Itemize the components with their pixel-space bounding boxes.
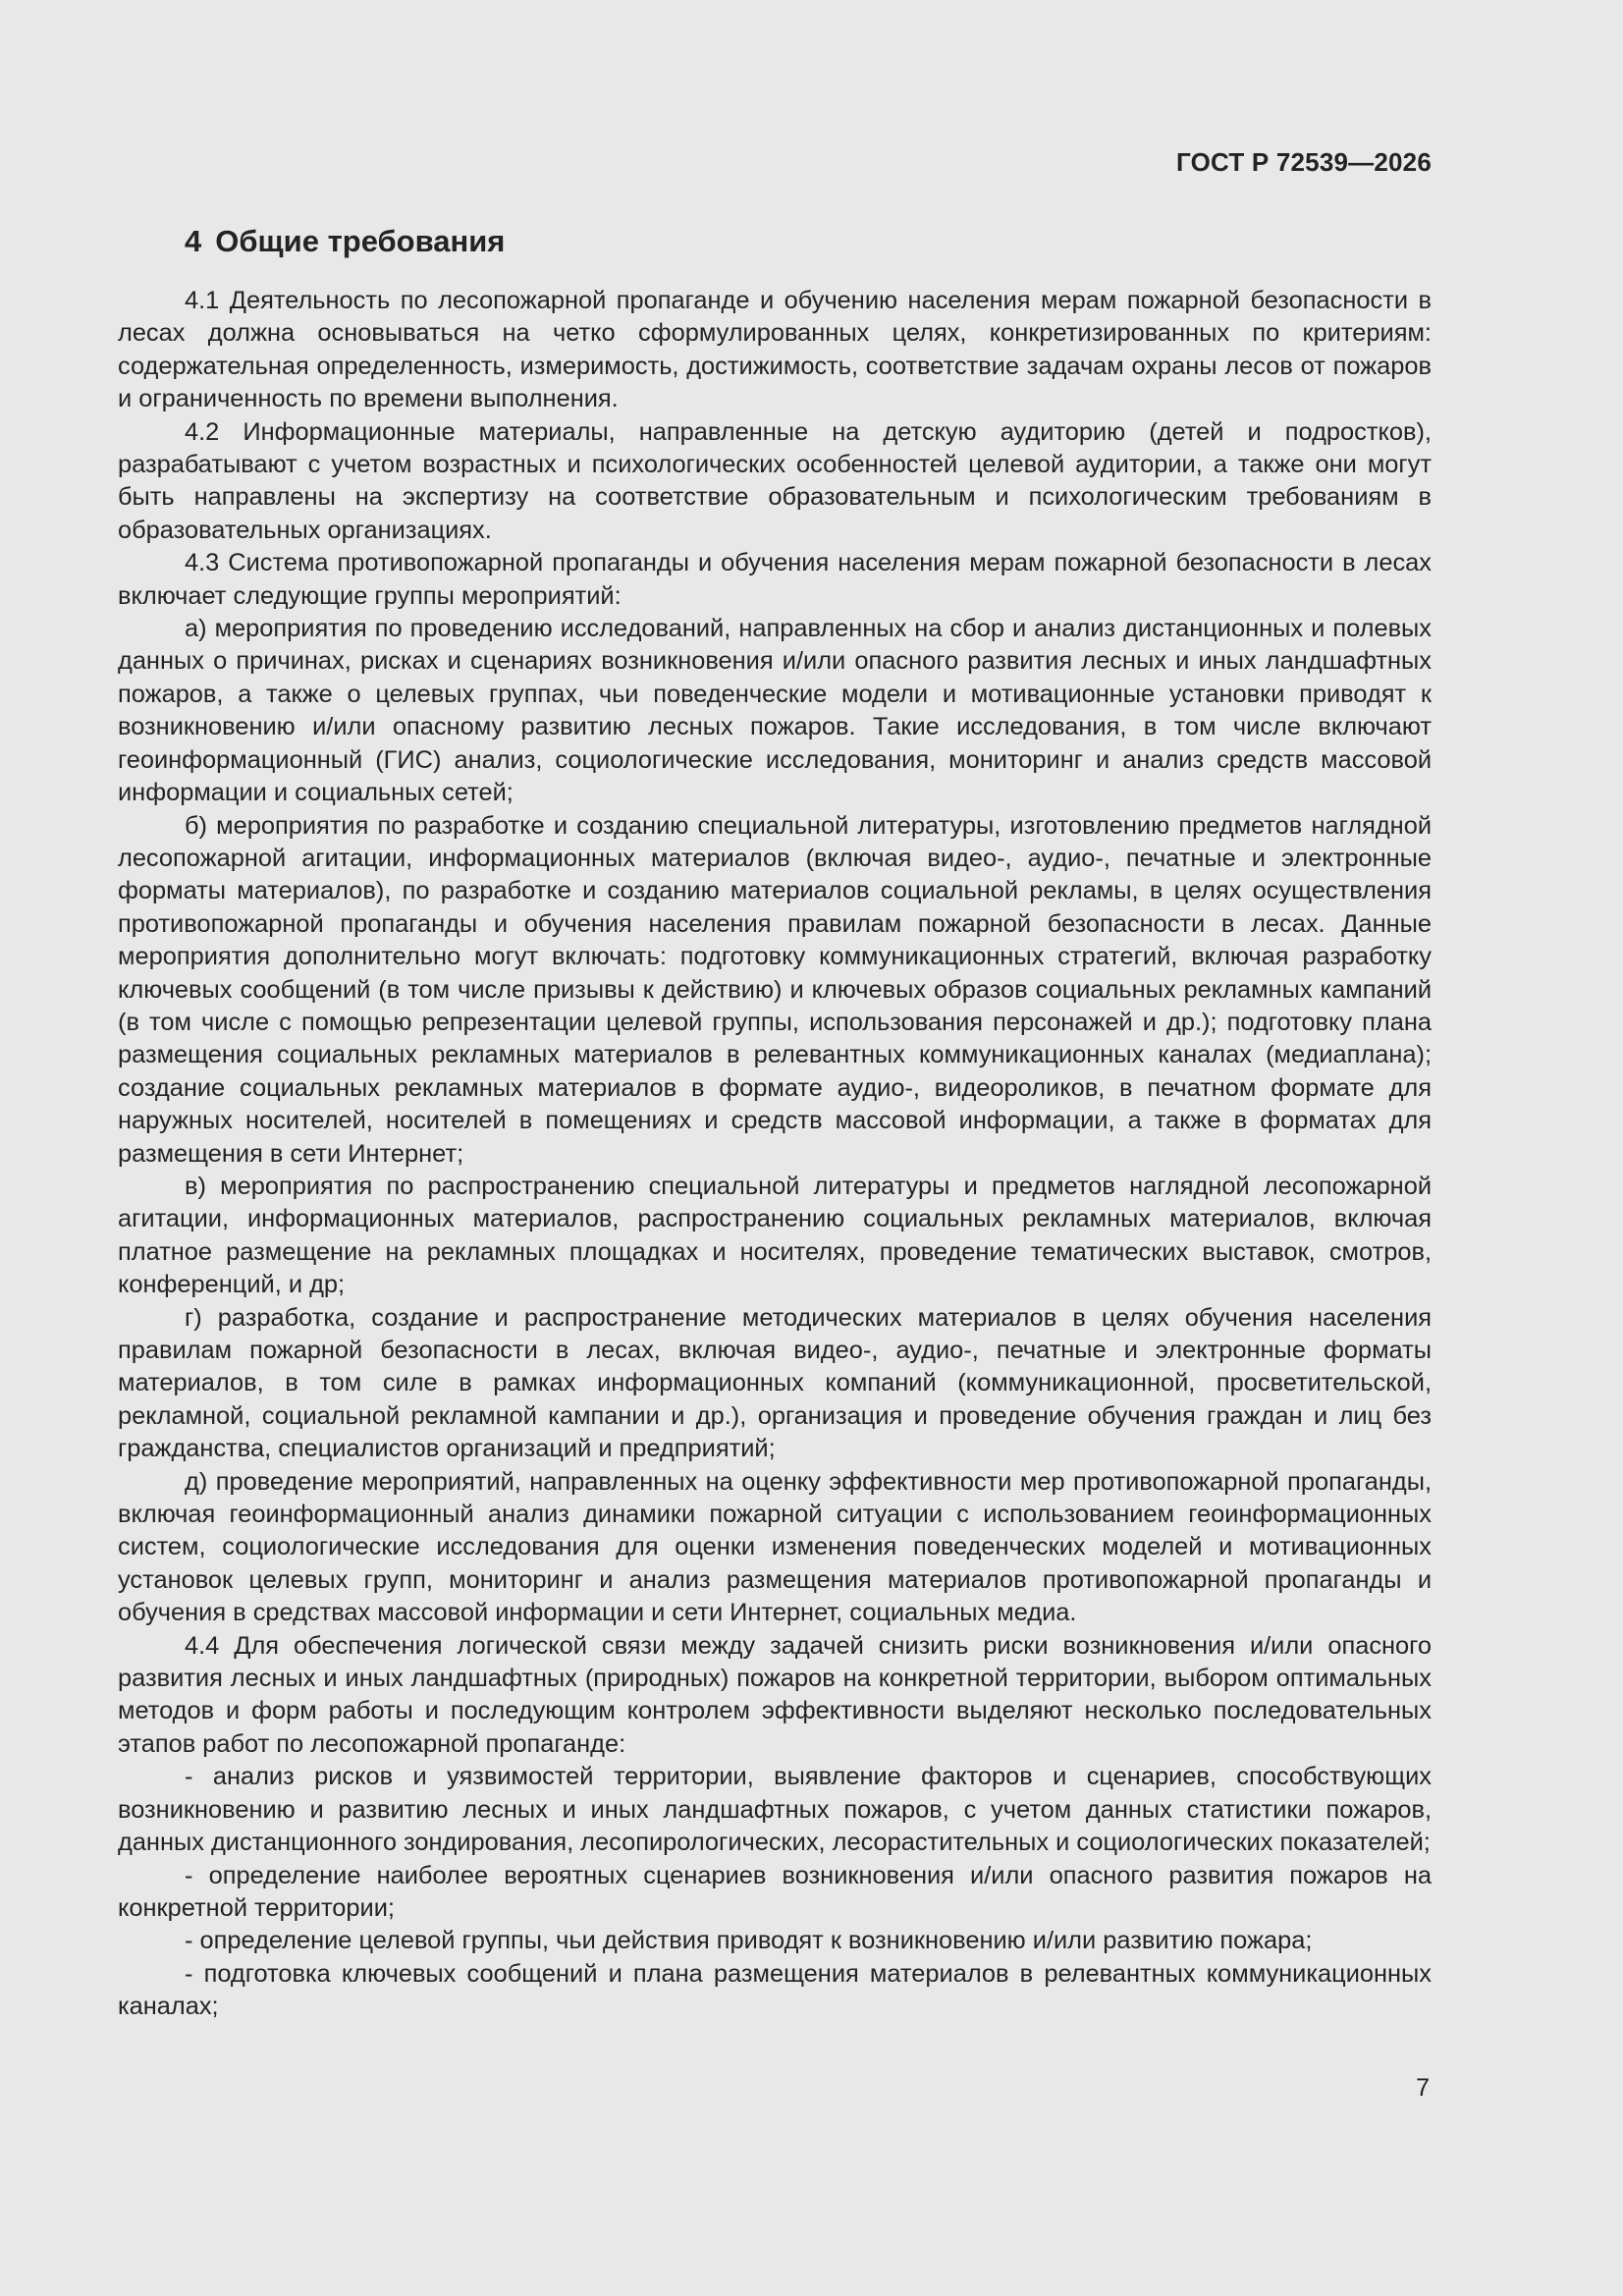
paragraph-4-4: 4.4 Для обеспечения логической связи между задачей снизить риски возникновения и/или опасного развития лесных и иных ландшафтных (природных) пожаров на конкретной территории, выбором оптимальных методов и форм работы и последующим контролем эффективности выделяют несколько последовательных этапов работ по лесопожарной пропаганде:	[118, 1631, 1432, 1758]
dash-item-key-messages: - подготовка ключевых сообщений и плана размещения материалов в релевантных коммуникационных каналах;	[118, 1959, 1432, 2021]
list-item-v: в) мероприятия по распространению специальной литературы и предметов наглядной лесопожарной агитации, информационных материалов, распространению социальных рекламных материалов, включая платное размещение на рекламных площадках и носителях, проведение тематических выставок, смотров, конференций, и др;	[118, 1172, 1432, 1299]
section-body	[118, 285, 1432, 2024]
dash-item-risk-analysis: - анализ рисков и уязвимостей территории, выявление факторов и сценариев, способствующих возникновению и развитию лесных и иных ландшафтных пожаров, с учетом данных статистики пожаров, данных дистанционного зондирования, лесопирологических, лесорастительных и социологических показателей;	[118, 1763, 1432, 1857]
list-item-d: д) проведение мероприятий, направленных на оценку эффективности мер противопожарной пропаганды, включая геоинформационный анализ динамики пожарной ситуации с использованием геоинформационных систем, социологические исследования для оценки изменения поведенческих моделей и мотивационных установок целевых групп, мониторинг и анализ размещения материалов противопожарной пропаганды и обучения в средствах массовой информации и сети Интернет, социальных медиа.	[118, 1467, 1432, 1627]
paragraph-4-1: 4.1 Деятельность по лесопожарной пропаганде и обучению населения мерам пожарной безопасности в лесах должна основываться на четко сформулированных целях, конкретизированных по критериям: содержательная определенность, измеримость, достижимость, соответствие задачам охраны лесов от пожаров и ограниченность по времени выполнения.	[118, 287, 1432, 413]
paragraph-4-3: 4.3 Система противопожарной пропаганды и обучения населения мерам пожарной безопасности в лесах включает следующие группы мероприятий:	[118, 549, 1432, 610]
dash-item-target-group: - определение целевой группы, чьи действия приводят к возникновению и/или развитию пожара;	[185, 1927, 1313, 1955]
dash-item-scenarios: - определение наиболее вероятных сценариев возникновения и/или опасного развития пожаров на конкретной территории;	[118, 1861, 1432, 1922]
paragraph-4-2: 4.2 Информационные материалы, направленные на детскую аудиторию (детей и подростков), разрабатывают с учетом возрастных и психологических особенностей целевой аудитории, а также они могут быть направлены на экспертизу на соответствие образовательным и психологическим требованиям в образовательных организациях.	[118, 417, 1432, 544]
list-item-b: б) мероприятия по разработке и созданию специальной литературы, изготовлению предметов наглядной лесопожарной агитации, информационных материалов (включая видео-, аудио-, печатные и электронные форматы материалов), по разработке и созданию материалов социальной рекламы, в целях осуществления противопожарной пропаганды и обучения населения правилам пожарной безопасности в лесах. Данные мероприятия дополнительно могут включать: подготовку коммуникационных стратегий, включая разработку ключевых сообщений (в том числе призывы к действию) и ключевых образов социальных рекламных кампаний (в том числе с помощью репрезентации целевой группы, использования персонажей и др.); подготовку плана размещения социальных рекламных материалов в релевантных коммуникационных каналах (медиаплана); создание социальных рекламных материалов в формате аудио-, видеороликов, в печатном формате для наружных носителей, носителей в помещениях и средств массовой информации, а также в форматах для размещения в сети Интернет;	[118, 811, 1432, 1168]
section-heading	[185, 224, 505, 259]
list-item-a: а) мероприятия по проведению исследований, направленных на сбор и анализ дистанционных и полевых данных о причинах, рисках и сценариях возникновения и/или опасного развития лесных и иных ландшафтных пожаров, а также о целевых группах, чьи поведенческие модели и мотивационные установки приводят к возникновению и/или опасному развитию лесных пожаров. Такие исследования, в том числе включают геоинформационный (ГИС) анализ, социологические исследования, мониторинг и анализ средств массовой информации и социальных сетей;	[118, 615, 1432, 807]
section-number: 4	[185, 224, 202, 258]
document-code: ГОСТ Р 72539—2026	[1176, 147, 1432, 177]
page-number: 7	[1416, 2074, 1430, 2102]
list-item-g: г) разработка, создание и распространение методических материалов в целях обучения населения правилам пожарной безопасности в лесах, включая видео-, аудио-, печатные и электронные форматы материалов, в том силе в рамках информационных компаний (коммуникационной, просветительской, рекламной, социальной рекламной кампании и др.), организация и проведение обучения граждан и лиц без гражданства, специалистов организаций и предприятий;	[118, 1303, 1432, 1463]
section-title: Общие требования	[215, 224, 506, 258]
